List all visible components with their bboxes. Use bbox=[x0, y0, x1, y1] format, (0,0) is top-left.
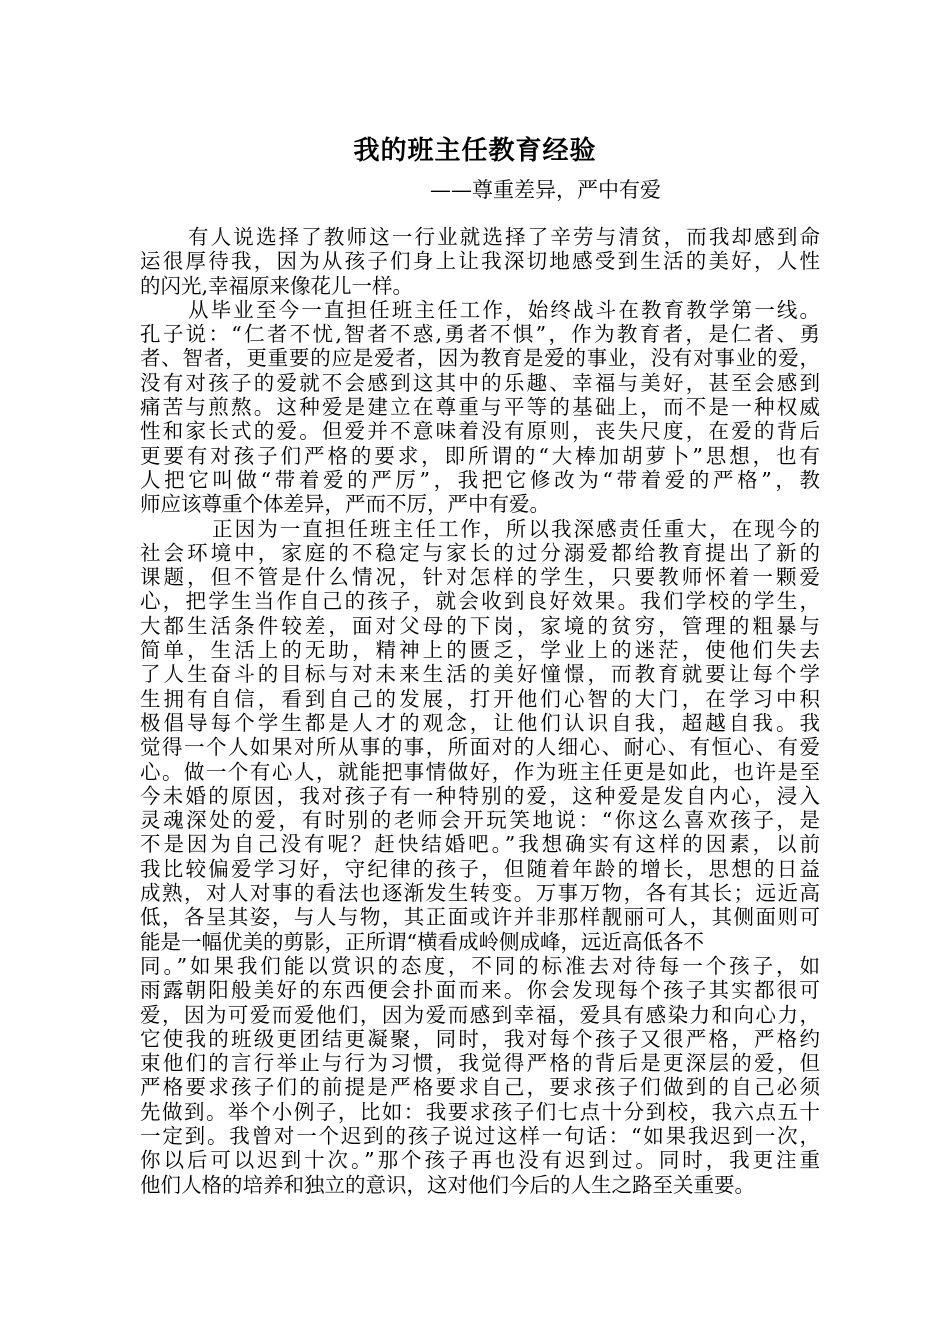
text-line: 束他们的言行举止与行为习惯，我觉得严格的背后是更深层的爱，但 bbox=[140, 1051, 820, 1076]
paragraph bbox=[140, 225, 820, 298]
body-text bbox=[140, 225, 820, 1197]
text-line: 没有对孩子的爱就不会感到这其中的乐趣、幸福与美好，甚至会感到 bbox=[140, 370, 820, 395]
text-line: 孔子说：“仁者不忧,智者不惑,勇者不惧”，作为教育者，是仁者、勇 bbox=[140, 322, 820, 347]
text-line: 生拥有自信，看到自己的发展，打开他们心智的大门，在学习中积 bbox=[140, 686, 820, 711]
text-line: 成熟，对人对事的看法也逐渐发生转变。万事万物，各有其长；远近高 bbox=[140, 881, 820, 906]
text-line: 极倡导每个学生都是人才的观念，让他们认识自我，超越自我。我 bbox=[140, 710, 820, 735]
text-line: 爱，因为可爱而爱他们，因为爱而感到幸福，爱具有感染力和向心力， bbox=[140, 1002, 820, 1027]
text-line: 先做到。举个小例子，比如：我要求孩子们七点十分到校，我六点五十 bbox=[140, 1099, 820, 1124]
text-line: 低，各呈其姿，与人与物，其正面或许并非那样靓丽可人，其侧面则可 bbox=[140, 905, 820, 930]
text-line: 灵魂深处的爱，有时别的老师会开玩笑地说：“你这么喜欢孩子，是 bbox=[140, 808, 820, 833]
text-line: 他们人格的培养和独立的意识，这对他们今后的人生之路至关重要。 bbox=[140, 1172, 755, 1197]
text-line: 同。”如果我们能以赏识的态度，不同的标准去对待每一个孩子，如 bbox=[140, 953, 820, 978]
text-line: 心。做一个有心人，就能把事情做好，作为班主任更是如此，也许是至 bbox=[140, 759, 820, 784]
text-line: 了人生奋斗的目标与对未来生活的美好憧憬，而教育就要让每个学 bbox=[140, 662, 820, 687]
text-line: 简单，生活上的无助，精神上的匮乏，学业上的迷茫，使他们失去 bbox=[140, 638, 820, 663]
text-line: 能是一幅优美的剪影，正所谓“横看成岭侧成峰，远近高低各不 bbox=[140, 929, 704, 954]
text-line: 它使我的班级更团结更凝聚，同时，我对每个孩子又很严格，严格约 bbox=[140, 1026, 820, 1051]
text-line: 我比较偏爱学习好，守纪律的孩子，但随着年龄的增长，思想的日益 bbox=[140, 856, 820, 881]
text-line: 人把它叫做“带着爱的严厉”，我把它修改为“带着爱的严格”，教 bbox=[140, 467, 820, 492]
text-line: 心，把学生当作自己的孩子，就会收到良好效果。我们学校的学生， bbox=[140, 589, 820, 614]
text-line: 大都生活条件较差，面对父母的下岗，家境的贫穷，管理的粗暴与 bbox=[140, 613, 820, 638]
text-line: 今未婚的原因，我对孩子有一种特别的爱，这种爱是发自内心，浸入 bbox=[140, 783, 820, 808]
text-line: 者、智者，更重要的应是爱者，因为教育是爱的事业，没有对事业的爱， bbox=[140, 346, 820, 371]
text-line: 运很厚待我，因为从孩子们身上让我深切地感受到生活的美好，人性 bbox=[140, 249, 820, 274]
text-line: 雨露朝阳般美好的东西便会扑面而来。你会发现每个孩子其实都很可 bbox=[140, 978, 820, 1003]
text-line: 你以后可以迟到十次。”那个孩子再也没有迟到过。同时，我更注重 bbox=[140, 1148, 820, 1173]
text-line: 课题，但不管是什么情况，针对怎样的学生，只要教师怀着一颗爱 bbox=[140, 565, 820, 590]
text-line: 不是因为自己没有呢？赶快结婚吧。”我想确实有这样的因素，以前 bbox=[140, 832, 820, 857]
paragraph bbox=[140, 298, 820, 517]
text-line: 性和家长式的爱。但爱并不意味着没有原则，丧失尺度，在爱的背后 bbox=[140, 419, 820, 444]
text-line: 严格要求孩子们的前提是严格要求自己，要求孩子们做到的自己必须 bbox=[140, 1075, 820, 1100]
paragraph bbox=[140, 517, 820, 1197]
text-line: 从毕业至今一直担任班主任工作，始终战斗在教育教学第一线。 bbox=[188, 297, 820, 322]
page-title: 我的班主任教育经验 bbox=[353, 136, 597, 166]
text-line: 的闪光,幸福原来像花儿一样。 bbox=[140, 273, 414, 298]
text-line: 一定到。我曾对一个迟到的孩子说过这样一句话：“如果我迟到一次， bbox=[140, 1123, 820, 1148]
text-line: 社会环境中，家庭的不稳定与家长的过分溺爱都给教育提出了新的 bbox=[140, 540, 820, 565]
text-line: 觉得一个人如果对所从事的事，所面对的人细心、耐心、有恒心、有爱 bbox=[140, 735, 820, 760]
page-subtitle: ——尊重差异，严中有爱 bbox=[430, 178, 661, 202]
text-line: 师应该尊重个体差异，严而不厉，严中有爱。 bbox=[140, 492, 550, 517]
text-line: 正因为一直担任班主任工作，所以我深感责任重大，在现今的 bbox=[212, 516, 820, 541]
text-line: 有人说选择了教师这一行业就选择了辛劳与清贫，而我却感到命 bbox=[188, 225, 820, 249]
text-line: 痛苦与煎熬。这种爱是建立在尊重与平等的基础上，而不是一种权威 bbox=[140, 395, 820, 420]
text-line: 更要有对孩子们严格的要求，即所谓的“大棒加胡萝卜”思想，也有 bbox=[140, 443, 820, 468]
